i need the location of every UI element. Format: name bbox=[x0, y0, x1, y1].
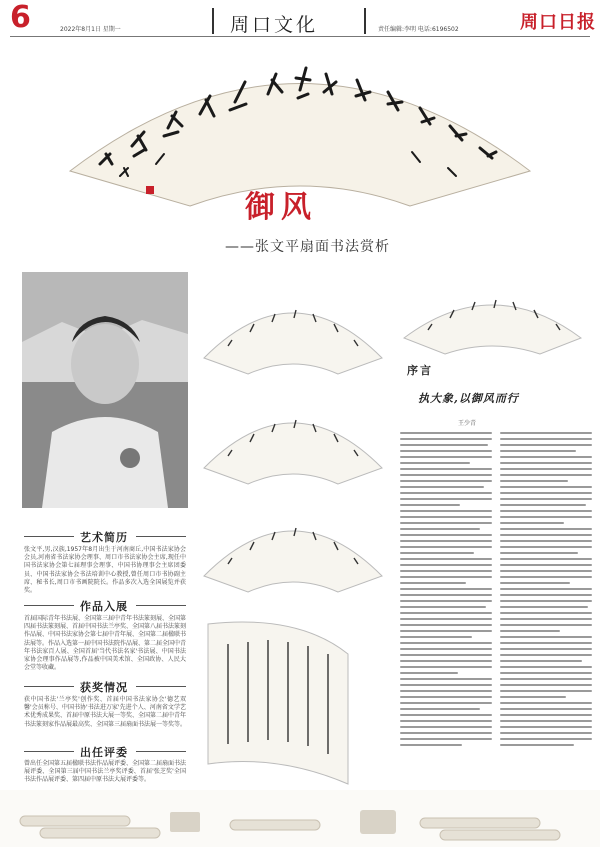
fan-artwork-2 bbox=[198, 398, 388, 488]
text-line bbox=[400, 630, 492, 632]
text-line bbox=[400, 714, 492, 716]
text-line bbox=[400, 534, 492, 536]
text-line bbox=[400, 510, 492, 512]
text-line bbox=[400, 552, 474, 554]
text-line bbox=[500, 456, 592, 458]
text-line bbox=[500, 678, 592, 680]
text-line bbox=[500, 636, 592, 638]
text-line bbox=[500, 516, 592, 518]
section-rule bbox=[24, 686, 74, 687]
text-line bbox=[500, 576, 592, 578]
text-line bbox=[500, 510, 592, 512]
text-line bbox=[400, 486, 484, 488]
text-line bbox=[400, 618, 492, 620]
text-line bbox=[400, 432, 492, 434]
text-line bbox=[500, 492, 592, 494]
text-line bbox=[500, 546, 592, 548]
text-line bbox=[400, 546, 492, 548]
judge-heading: 出任评委 bbox=[80, 746, 128, 759]
text-line bbox=[400, 558, 492, 560]
text-line bbox=[500, 474, 592, 476]
section-rule bbox=[24, 605, 74, 606]
text-line bbox=[400, 648, 492, 650]
text-line bbox=[500, 672, 592, 674]
text-line bbox=[400, 540, 492, 542]
preface-column-left bbox=[400, 432, 492, 750]
text-line bbox=[500, 714, 592, 716]
column-name: 周口文化 bbox=[230, 14, 319, 36]
text-line bbox=[500, 642, 592, 644]
paper-logo: 周口日报 bbox=[520, 12, 596, 33]
text-line bbox=[500, 570, 592, 572]
text-line bbox=[500, 450, 576, 452]
text-line bbox=[400, 678, 492, 680]
section-rule bbox=[24, 751, 74, 752]
text-line bbox=[400, 624, 492, 626]
text-line bbox=[500, 690, 592, 692]
text-line bbox=[500, 618, 592, 620]
section-rule bbox=[24, 536, 74, 537]
text-line bbox=[400, 720, 492, 722]
text-line bbox=[500, 744, 574, 746]
text-line bbox=[400, 732, 492, 734]
text-line bbox=[400, 576, 492, 578]
fan-artwork-3 bbox=[198, 506, 388, 596]
text-line bbox=[400, 666, 492, 668]
author-portrait bbox=[22, 272, 188, 508]
text-line bbox=[400, 570, 492, 572]
text-line bbox=[500, 534, 592, 536]
text-line bbox=[400, 702, 492, 704]
awards-text: 获中国书法'兰亭奖'创作奖、首届中国书法家协会'德艺双馨'会员称号、中国书协'书法进万家'先进个人、河南省文学艺术优秀成果奖、首届中原书法大展一等奖、全国第二届中青年书法篆刻家作品展最高奖、全国第三届扇面书法展一等奖等。 bbox=[24, 696, 187, 728]
awards-heading: 获奖情况 bbox=[80, 681, 128, 694]
text-line bbox=[400, 594, 492, 596]
text-line bbox=[500, 594, 592, 596]
text-line bbox=[500, 606, 588, 608]
text-line bbox=[400, 726, 492, 728]
text-line bbox=[400, 738, 492, 740]
text-line bbox=[400, 612, 492, 614]
header-divider bbox=[212, 8, 214, 34]
preface-heading: 序言 bbox=[407, 364, 433, 377]
text-line bbox=[500, 444, 592, 446]
text-line bbox=[500, 648, 592, 650]
header-divider bbox=[364, 8, 366, 34]
text-line bbox=[500, 552, 578, 554]
bio-heading: 艺术简历 bbox=[80, 531, 128, 544]
text-line bbox=[500, 708, 592, 710]
text-line bbox=[400, 600, 492, 602]
text-line bbox=[500, 684, 592, 686]
text-line bbox=[500, 486, 592, 488]
decorative-scrolls-footer bbox=[0, 790, 600, 847]
text-line bbox=[500, 726, 592, 728]
date-line: 2022年8月1日 星期一 bbox=[60, 26, 121, 33]
text-line bbox=[400, 450, 492, 452]
section-rule bbox=[136, 536, 186, 537]
text-line bbox=[400, 444, 488, 446]
text-line bbox=[400, 690, 492, 692]
text-line bbox=[500, 480, 568, 482]
text-line bbox=[400, 468, 492, 470]
text-line bbox=[500, 720, 592, 722]
section-rule bbox=[136, 605, 186, 606]
text-line bbox=[400, 498, 492, 500]
fan-artwork-4 bbox=[198, 614, 358, 794]
text-line bbox=[500, 540, 592, 542]
text-line bbox=[500, 558, 592, 560]
text-line bbox=[400, 660, 492, 662]
text-line bbox=[500, 624, 592, 626]
text-line bbox=[400, 636, 472, 638]
text-line bbox=[400, 684, 492, 686]
text-line bbox=[400, 522, 492, 524]
text-line bbox=[500, 738, 592, 740]
text-line bbox=[400, 528, 480, 530]
section-rule bbox=[136, 686, 186, 687]
text-line bbox=[400, 708, 480, 710]
bio-text: 张文平,男,汉族,1957年8月出生于河南商丘,中国书法家协会会员,河南省书法家协会理事、周口市书法家协会主席,现任中国书法家协会第七届理事会理事、中国书协理事会主席团委员、中国书法家协会书法培训中心教授,曾任周口市书协副主席、秘书长,周口市书画院院长。作品多次入选全国展览并获奖。 bbox=[24, 546, 186, 595]
preface-column-right bbox=[500, 432, 592, 750]
text-line bbox=[500, 462, 592, 464]
text-line bbox=[500, 468, 592, 470]
text-line bbox=[400, 696, 492, 698]
text-line bbox=[400, 492, 492, 494]
text-line bbox=[400, 744, 462, 746]
editor-line: 责任编辑:李明 电话:6196502 bbox=[378, 26, 459, 33]
page-number: 6 bbox=[10, 0, 31, 35]
text-line bbox=[500, 612, 592, 614]
text-line bbox=[500, 732, 592, 734]
fan-artwork-5 bbox=[400, 288, 585, 356]
text-line bbox=[400, 504, 460, 506]
text-line bbox=[500, 564, 592, 566]
text-line bbox=[500, 654, 592, 656]
text-line bbox=[400, 564, 492, 566]
text-line bbox=[400, 642, 492, 644]
text-line bbox=[400, 654, 492, 656]
text-line bbox=[500, 498, 592, 500]
text-line bbox=[500, 666, 592, 668]
text-line bbox=[400, 480, 492, 482]
text-line bbox=[400, 606, 486, 608]
text-line bbox=[500, 588, 592, 590]
text-line bbox=[500, 432, 592, 434]
preface-title: 执大象,以御风而行 bbox=[418, 392, 519, 405]
text-line bbox=[500, 600, 592, 602]
text-line bbox=[400, 438, 492, 440]
text-line bbox=[500, 438, 592, 440]
feature-title: 御风 bbox=[245, 190, 317, 225]
text-line bbox=[400, 672, 458, 674]
text-line bbox=[500, 528, 592, 530]
fan-artwork-1 bbox=[198, 288, 388, 378]
text-line bbox=[500, 696, 566, 698]
works-text: 首届国际青年书法展、全国第三届中青年书法篆刻展、全国第四届书法篆刻展、首届中国书法兰亭奖、全国第八届书法篆刻作品展、中国书法家协会第七届中青年展、全国第二届楹联书法展等。作品入选第一届中国书法院作品展、第二届全国中青年书法家百人展、全国首届'当代书法名家'书法展、中国书法家协会理事作品展等,作品被中国美术馆、全国政协、人民大会堂等收藏。 bbox=[24, 615, 187, 672]
judge-text: 曾出任全国第五届楹联书法作品展评委、全国第二届扇面书法展评委、全国第三届中国书法兰亭奖评委、首届'张芝奖'全国书法作品展评委、第四届中原书法大展评委等。 bbox=[24, 760, 187, 784]
text-line bbox=[500, 702, 592, 704]
preface-author: 王少青 bbox=[458, 420, 477, 427]
text-line bbox=[400, 588, 492, 590]
text-line bbox=[500, 660, 582, 662]
text-line bbox=[500, 582, 570, 584]
text-line bbox=[400, 516, 492, 518]
text-line bbox=[500, 504, 586, 506]
text-line bbox=[500, 522, 564, 524]
works-heading: 作品入展 bbox=[80, 600, 128, 613]
text-line bbox=[400, 474, 492, 476]
text-line bbox=[400, 462, 470, 464]
text-line bbox=[400, 582, 466, 584]
text-line bbox=[500, 630, 560, 632]
feature-subtitle: ——张文平扇面书法赏析 bbox=[225, 239, 390, 255]
text-line bbox=[400, 456, 492, 458]
section-rule bbox=[136, 751, 186, 752]
